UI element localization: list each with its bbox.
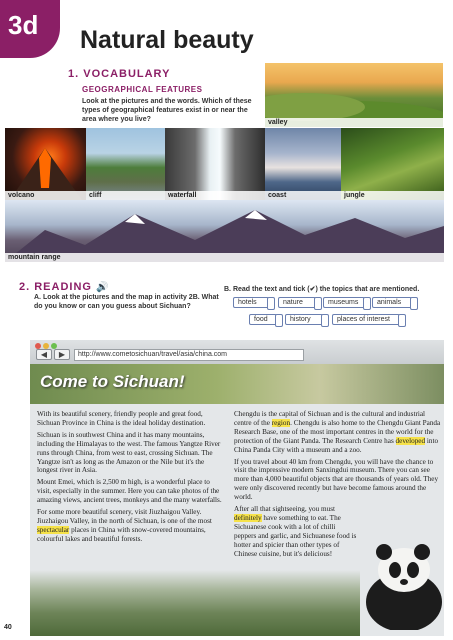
vocabulary-subheading: GEOGRAPHICAL FEATURES [82, 85, 203, 94]
valley-photo [265, 63, 443, 127]
waterfall-photo [165, 128, 265, 200]
reading-instruction-b: B. Read the text and tick (✔) the topics that are mentioned. [224, 286, 420, 293]
article-paragraph: With its beautiful scenery, friendly people and great food, Sichuan Province in China is the ideal holiday destination. [37, 410, 206, 427]
article-paragraph: If you travel about 40 km from Chengdu, you will have the chance to visit the impressive modern Sanxingdui museum. There you can see more than 4,000 beautiful objects that are thousands of years old. They were only discovered recently but have become famous around the world. [234, 457, 439, 502]
article-paragraph [37, 508, 224, 544]
jungle-photo [341, 128, 444, 200]
article-paragraph: Mount Emei, which is 2,500 m high, is a wonderful place to visit, especially in the summer. Here you can take photos of the amazing views, ancient trees, monkeys and the many waterfalls. [37, 478, 222, 505]
jungle-label: jungle [341, 191, 444, 200]
text-span: Chengdu is the capital of Sichuan and is the cultural and industrial centre of the [234, 410, 426, 427]
unit-number: 3d [8, 10, 39, 40]
article-paragraph: Sichuan is in southwest China and it has many mountains, including the Himalayas to the west. The famous Yangtze River runs through China, from west to east, crossing Sichuan. The Yangtze isn't as long as the Amazon or the Nile but it's the longest river in Asia. [37, 430, 221, 475]
page-number: 40 [4, 624, 12, 631]
mountain-range-photo [5, 200, 444, 262]
vocabulary-heading: 1. VOCABULARY [68, 68, 171, 80]
highlighted-word: developed [395, 436, 426, 445]
reading-instruction-a: A. Look at the pictures and the map in activity 2B. What do you know or can you guess about Sichuan? [34, 294, 219, 310]
coast-label: coast [265, 191, 342, 200]
highlighted-word: definitely [234, 513, 262, 522]
topic-places-of-interest[interactable]: places of interest [332, 314, 400, 325]
arrow-left-icon[interactable]: ◀ [36, 349, 52, 360]
coast-photo [265, 128, 342, 200]
topic-hotels[interactable]: hotels [233, 297, 269, 308]
vocabulary-instruction: Look at the pictures and the words. Which of these types of geographical features exist in or near the area where you live? [82, 98, 252, 123]
mountain-range-label: mountain range [5, 253, 444, 262]
highlighted-word: spectacular [37, 525, 70, 534]
browser-toolbar [30, 340, 444, 364]
cliff-photo [86, 128, 166, 200]
text-span: into China Panda City with a museum and a zoo. [234, 436, 439, 454]
topic-food[interactable]: food [249, 314, 277, 325]
reading-heading [19, 281, 109, 293]
valley-label: valley [265, 118, 443, 127]
text-span: After all that sightseeing, you must [234, 505, 336, 514]
site-banner-title: Come to Sichuan! [40, 372, 185, 391]
article-paragraph [234, 410, 442, 455]
text-span: have something to eat. The Sichuanese cook with a lot of chilli peppers and garlic, and Sichuanese food is hotter and spicier than other types of Chinese cuisine, but it's delicious! [234, 513, 357, 558]
article-column-1 [37, 410, 224, 547]
topic-museums[interactable]: museums [323, 297, 365, 308]
waterfall-label: waterfall [165, 191, 265, 200]
text-span: For some more beautiful scenery, visit Jiuzhaigou Valley. Jiuzhaigou Valley, in the north of Sichuan, is one of the most [37, 508, 212, 525]
volcano-photo [5, 128, 87, 200]
cliff-label: cliff [86, 191, 166, 200]
page-title: Natural beauty [80, 26, 254, 54]
text-span: places in China with snow-covered mountains, colourful lakes and beautiful forests. [37, 525, 206, 543]
topic-animals[interactable]: animals [372, 297, 412, 308]
landscape-photo [30, 570, 360, 636]
topic-nature[interactable]: nature [278, 297, 316, 308]
article-paragraph [234, 505, 359, 558]
text-span: . Chengdu is also home to the Chengdu Giant Panda Research Base, one of the most important centres in the world for the protection of the Giant Panda. The Research Centre has [234, 418, 441, 445]
url-bar[interactable]: http://www.cometosichuan/travel/asia/china.com [74, 349, 304, 361]
topic-history[interactable]: history [285, 314, 323, 325]
speaker-icon[interactable]: 🔊 [96, 282, 110, 293]
volcano-label: volcano [5, 191, 87, 200]
panda-photo [360, 530, 444, 630]
reading-heading-text: 2. READING [19, 281, 92, 293]
unit-tab [0, 0, 60, 58]
arrow-right-icon[interactable]: ▶ [54, 349, 70, 360]
highlighted-word: region [271, 418, 291, 427]
